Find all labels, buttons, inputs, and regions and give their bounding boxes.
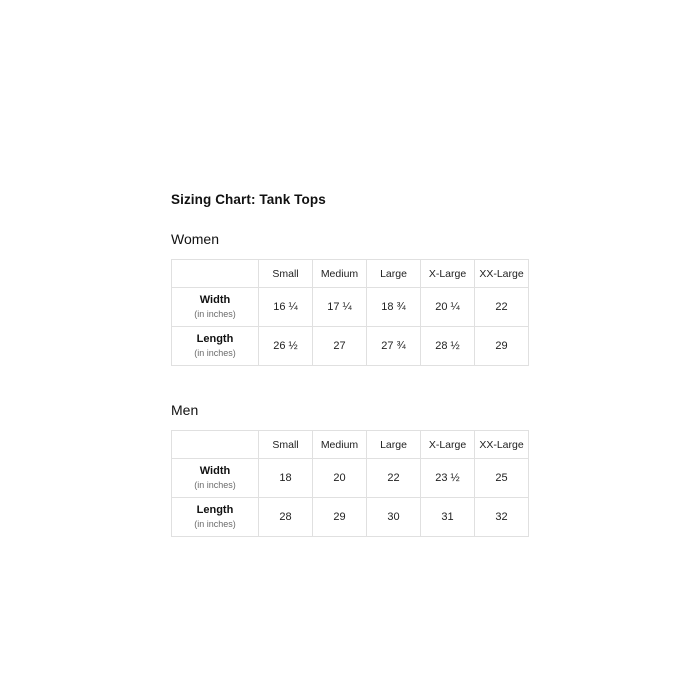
column-header-xx-large: XX-Large xyxy=(475,431,529,459)
cell-value: 17 ¼ xyxy=(313,288,367,327)
table-header-row xyxy=(172,431,529,459)
row-label-length xyxy=(172,327,259,366)
table-body xyxy=(172,288,529,366)
column-header-small: Small xyxy=(259,431,313,459)
column-header-x-large: X-Large xyxy=(421,260,475,288)
cell-value: 26 ½ xyxy=(259,327,313,366)
cell-value: 30 xyxy=(367,498,421,537)
column-header-xx-large: XX-Large xyxy=(475,260,529,288)
column-header-large: Large xyxy=(367,260,421,288)
row-label-width xyxy=(172,288,259,327)
column-header-large: Large xyxy=(367,431,421,459)
cell-value: 27 xyxy=(313,327,367,366)
column-header-small: Small xyxy=(259,260,313,288)
cell-value: 23 ½ xyxy=(421,459,475,498)
cell-value: 16 ¼ xyxy=(259,288,313,327)
cell-value: 18 ¾ xyxy=(367,288,421,327)
table-row xyxy=(172,498,529,537)
cell-value: 20 xyxy=(313,459,367,498)
cell-value: 22 xyxy=(367,459,421,498)
size-table-men xyxy=(171,430,529,537)
cell-value: 32 xyxy=(475,498,529,537)
row-label-length xyxy=(172,498,259,537)
cell-value: 28 ½ xyxy=(421,327,475,366)
cell-value: 18 xyxy=(259,459,313,498)
row-label-name: Length xyxy=(196,333,234,345)
row-label-unit: (in inches) xyxy=(194,518,236,529)
chart-content xyxy=(171,192,571,537)
cell-value: 28 xyxy=(259,498,313,537)
section-spacer xyxy=(171,366,571,402)
cell-value: 20 ¼ xyxy=(421,288,475,327)
table-body xyxy=(172,459,529,537)
table-row xyxy=(172,327,529,366)
table-row xyxy=(172,459,529,498)
row-label-name: Length xyxy=(196,504,234,516)
column-header-medium: Medium xyxy=(313,431,367,459)
section-heading-men: Men xyxy=(171,402,199,418)
page-title: Sizing Chart: Tank Tops xyxy=(171,192,326,207)
row-label-name: Width xyxy=(199,465,231,477)
column-header-x-large: X-Large xyxy=(421,431,475,459)
column-header-medium: Medium xyxy=(313,260,367,288)
cell-value: 27 ¾ xyxy=(367,327,421,366)
row-label-unit: (in inches) xyxy=(194,479,236,490)
row-label-unit: (in inches) xyxy=(194,347,236,358)
table-head xyxy=(172,260,529,288)
section-women xyxy=(171,231,571,366)
table-corner-cell xyxy=(172,260,259,288)
table-head xyxy=(172,431,529,459)
cell-value: 22 xyxy=(475,288,529,327)
section-heading-women: Women xyxy=(171,231,219,247)
size-table-women xyxy=(171,259,529,366)
cell-value: 29 xyxy=(313,498,367,537)
row-label-unit: (in inches) xyxy=(194,308,236,319)
row-label-name: Width xyxy=(199,294,231,306)
table-row xyxy=(172,288,529,327)
section-men xyxy=(171,402,571,537)
table-corner-cell xyxy=(172,431,259,459)
row-label-width xyxy=(172,459,259,498)
table-header-row xyxy=(172,260,529,288)
cell-value: 31 xyxy=(421,498,475,537)
cell-value: 29 xyxy=(475,327,529,366)
cell-value: 25 xyxy=(475,459,529,498)
